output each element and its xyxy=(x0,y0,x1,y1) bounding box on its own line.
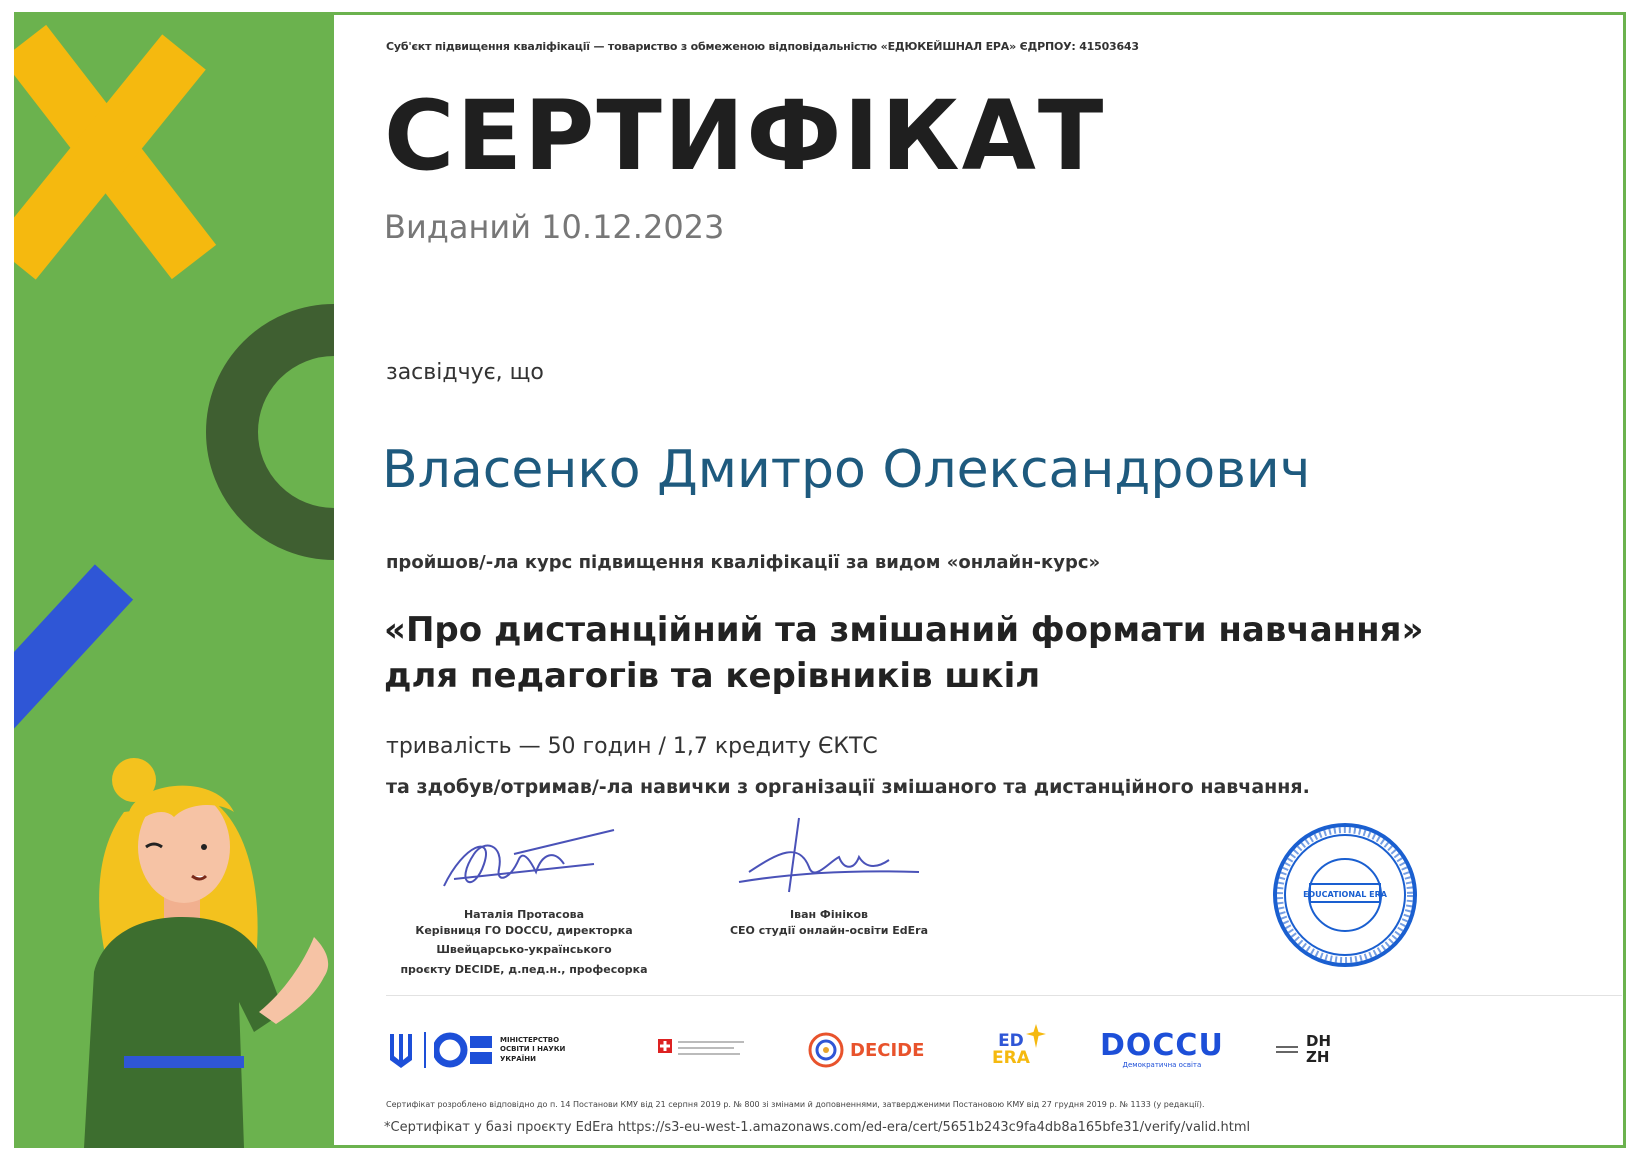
dhzh-bars-icon xyxy=(1276,1042,1300,1058)
decide-logo-text: DECIDE xyxy=(850,1039,925,1061)
doccu-logo xyxy=(1100,1024,1224,1076)
footer-divider xyxy=(386,995,1622,996)
decide-emblem-icon xyxy=(806,1030,846,1070)
signatory-1-name: Наталія Протасова xyxy=(463,908,585,921)
edera-star-icon xyxy=(1026,1024,1046,1048)
blue-stroke-icon xyxy=(14,582,114,712)
edera-logo-top: ED xyxy=(998,1031,1024,1051)
dhzh-logo xyxy=(1276,1024,1331,1076)
stamp-text: EDUCATIONAL ERA xyxy=(1303,890,1387,899)
course-completion-text: пройшов/-ла курс підвищення кваліфікації за видом «онлайн-курс» xyxy=(386,552,1101,573)
signature-1-icon xyxy=(414,824,634,904)
signature-block-2 xyxy=(679,812,979,940)
issuer-line: Суб'єкт підвищення кваліфікації — товариство з обмеженою відповідальністю «ЕДЮКЕЙШНАЛ ЕРА» ЄДРПОУ: 41503643 xyxy=(386,40,1139,53)
certifies-label: засвідчує, що xyxy=(386,360,544,385)
issue-date: Виданий 10.12.2023 xyxy=(384,208,725,246)
legal-disclaimer: Сертифікат розроблено відповідно до п. 14 Постанови КМУ від 21 серпня 2019 р. № 800 зі змінами й доповненнями, затвердженими Постановою КМУ від 27 грудня 2019 р. № 1133 (у редакції). xyxy=(386,1100,1205,1109)
ministry-logo-text: МІНІСТЕРСТВО ОСВІТИ І НАУКИ УКРАЇНИ xyxy=(500,1036,566,1063)
woman-illustration-icon xyxy=(84,758,328,1148)
dhzh-logo-top: DH xyxy=(1306,1032,1332,1051)
signatory-2-name: Іван Фініков xyxy=(790,908,868,921)
swiss-flag-icon xyxy=(658,1035,748,1065)
course-title-line-2: для педагогів та керівників шкіл xyxy=(384,655,1041,696)
yellow-cross-icon xyxy=(14,42,194,262)
certificate-content xyxy=(334,12,1626,1148)
signature-2-icon xyxy=(719,812,939,904)
doccu-logo-text: DOCCU xyxy=(1100,1028,1224,1063)
skills-statement: та здобув/отримав/-ла навички з організації змішаного та дистанційного навчання. xyxy=(386,776,1310,798)
recipient-name: Власенко Дмитро Олександрович xyxy=(382,440,1311,500)
official-stamp-icon xyxy=(1270,820,1420,970)
signatory-1-role-line-1: Керівниця ГО DOCCU, директорка xyxy=(415,924,633,937)
mon-logo-icon xyxy=(434,1030,494,1070)
edera-logo xyxy=(992,1024,1030,1076)
decorative-illustration xyxy=(14,12,334,1148)
dhzh-logo-bottom: ZH xyxy=(1306,1048,1330,1066)
signature-block-1 xyxy=(374,824,674,979)
course-duration: тривалість — 50 годин / 1,7 кредиту ЄКТС xyxy=(386,734,878,759)
course-title-line-1: «Про дистанційний та змішаний формати навчання» xyxy=(384,610,1424,650)
ministry-logo xyxy=(386,1024,578,1076)
green-ring-icon xyxy=(232,330,334,534)
certificate-title: СЕРТИФІКАТ xyxy=(384,80,1106,192)
signatory-1-role-line-2: Швейцарсько-українського xyxy=(436,943,612,957)
signatory-2-role-line-1: CEO студії онлайн-освіти EdEra xyxy=(729,924,929,937)
course-title xyxy=(384,608,1584,700)
swiss-logo xyxy=(658,1024,748,1076)
signatory-1-role-line-3: проєкту DECIDE, д.пед.н., професорка xyxy=(400,962,648,976)
decorative-panel xyxy=(14,12,334,1148)
partner-logos xyxy=(386,1024,1622,1084)
edera-logo-bottom: ERA xyxy=(992,1048,1030,1068)
doccu-logo-subtext: Демократична освіта xyxy=(1122,1061,1202,1069)
trident-icon xyxy=(386,1030,416,1070)
decide-logo xyxy=(806,1024,924,1076)
certificate-verification-link[interactable]: *Сертифікат у базі проєкту EdEra https://s3-eu-west-1.amazonaws.com/ed-era/cert/5651b243c9fa4db8a165bfe31/verify/valid.html xyxy=(384,1120,1251,1135)
